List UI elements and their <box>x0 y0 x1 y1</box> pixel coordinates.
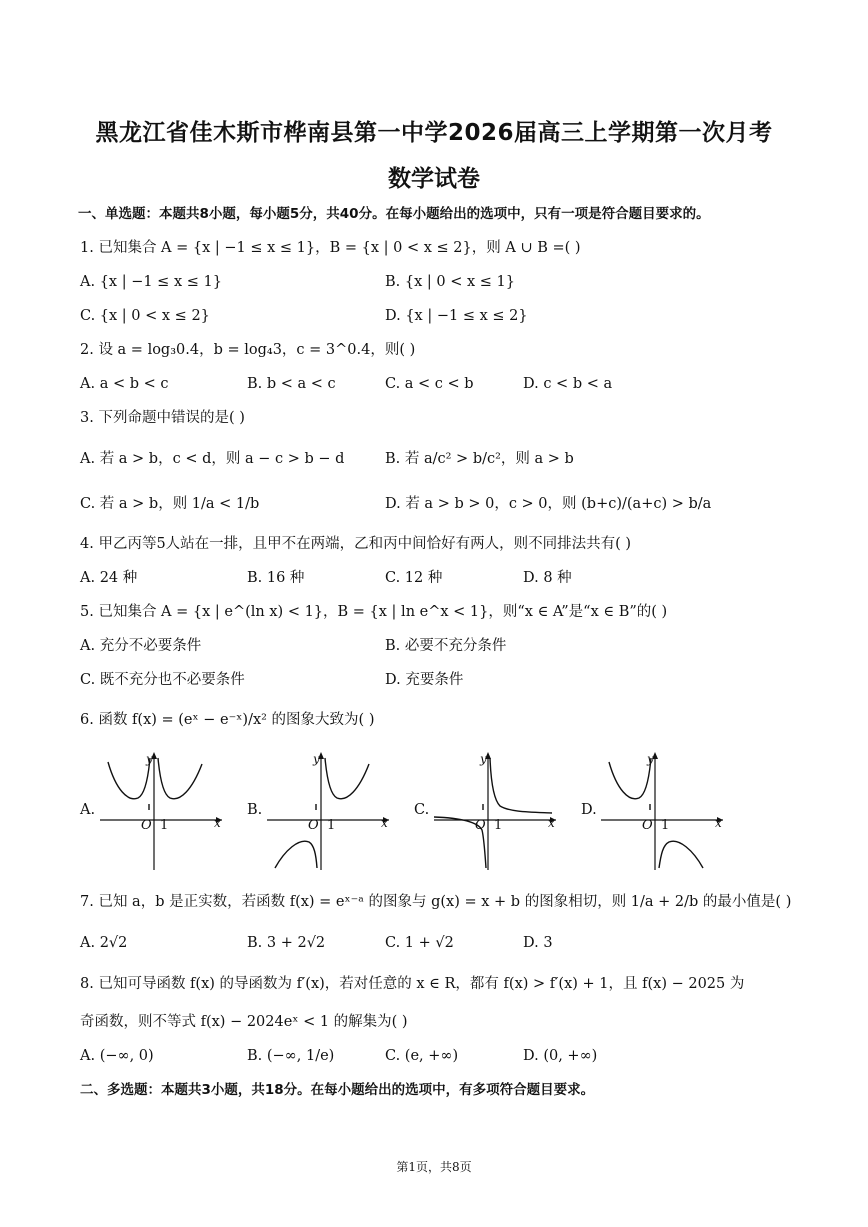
question-7-option-c: C. 1 + √2 <box>385 935 454 951</box>
page-footer: 第1页，共8页 <box>396 1160 472 1174</box>
question-8-option-d: D. (0, +∞) <box>523 1048 598 1064</box>
question-1-option-b: B. {x | 0 < x ≤ 1} <box>385 274 515 290</box>
question-2-option-b: B. b < a < c <box>247 376 336 392</box>
question-8-stem-line2: 奇函数，则不等式 f(x) − 2024eˣ < 1 的解集为( ) <box>80 1014 408 1030</box>
question-8-option-b: B. (−∞, 1/e) <box>247 1048 335 1064</box>
question-7-option-b: B. 3 + 2√2 <box>247 935 326 951</box>
question-4-option-a: A. 24 种 <box>80 570 138 586</box>
exam-subtitle: 数学试卷 <box>388 166 480 192</box>
graph-a-origin-label: O <box>141 818 152 833</box>
graph-a-tick-label: 1 <box>160 818 169 833</box>
graph-c-origin-label: O <box>475 818 486 833</box>
question-2-stem: 2. 设 a = log₃0.4，b = log₄3，c = 3^0.4，则( ) <box>80 342 416 358</box>
graph-b-tick-label: 1 <box>327 818 336 833</box>
question-7-option-d: D. 3 <box>523 935 553 951</box>
section-multiple-choice-header: 二、多选题：本题共3小题，共18分。在每小题给出的选项中，有多项符合题目要求。 <box>80 1082 595 1098</box>
question-7-option-a: A. 2√2 <box>80 935 128 951</box>
question-5-option-c: C. 既不充分也不必要条件 <box>80 672 245 688</box>
question-4-option-b: B. 16 种 <box>247 570 305 586</box>
question-3-stem: 3. 下列命题中错误的是( ) <box>80 410 245 426</box>
question-5-stem: 5. 已知集合 A = {x | e^(ln x) < 1}，B = {x | ln e^x < 1}，则“x ∈ A”是“x ∈ B”的( ) <box>80 604 668 620</box>
graph-a-x-label: x <box>214 816 221 830</box>
question-5-option-b: B. 必要不充分条件 <box>385 638 507 654</box>
graph-c-y-label: y <box>480 752 487 766</box>
question-3-option-c: C. 若 a > b，则 1/a < 1/b <box>80 496 260 512</box>
question-1-option-c: C. {x | 0 < x ≤ 2} <box>80 308 210 324</box>
question-6-option-c-label: C. <box>414 802 430 818</box>
graph-d-y-label: y <box>647 752 654 766</box>
section-single-choice-header: 一、单选题：本题共8小题，每小题5分，共40分。在每小题给出的选项中，只有一项是符合题目要求的。 <box>78 206 710 222</box>
question-6-graph-c <box>432 750 562 872</box>
question-3-option-d: D. 若 a > b > 0，c > 0，则 (b+c)/(a+c) > b/a <box>385 496 712 512</box>
graph-c-x-label: x <box>548 816 555 830</box>
question-4-stem: 4. 甲乙丙等5人站在一排，且甲不在两端，乙和丙中间恰好有两人，则不同排法共有( ) <box>80 536 632 552</box>
graph-c-tick-label: 1 <box>494 818 503 833</box>
question-7-stem: 7. 已知 a，b 是正实数，若函数 f(x) = eˣ⁻ᵃ 的图象与 g(x) = x + b 的图象相切，则 1/a + 2/b 的最小值是( ) <box>80 894 792 910</box>
question-3-option-a: A. 若 a > b，c < d，则 a − c > b − d <box>80 451 345 467</box>
question-6-option-a-label: A. <box>80 802 96 818</box>
question-6-graph-b <box>265 750 395 872</box>
question-5-option-a: A. 充分不必要条件 <box>80 638 202 654</box>
question-1-option-a: A. {x | −1 ≤ x ≤ 1} <box>80 274 222 290</box>
question-6-graph-d <box>599 750 729 872</box>
graph-b-origin-label: O <box>308 818 319 833</box>
exam-title: 黑龙江省佳木斯市桦南县第一中学2026届高三上学期第一次月考 <box>95 120 773 146</box>
question-3-option-b: B. 若 a/c² > b/c²，则 a > b <box>385 451 574 467</box>
question-5-option-d: D. 充要条件 <box>385 672 464 688</box>
question-6-option-d-label: D. <box>581 802 597 818</box>
question-6-graph-a <box>98 750 228 872</box>
graph-d-tick-label: 1 <box>661 818 670 833</box>
question-2-option-c: C. a < c < b <box>385 376 474 392</box>
graph-b-x-label: x <box>381 816 388 830</box>
question-2-option-d: D. c < b < a <box>523 376 613 392</box>
question-1-option-d: D. {x | −1 ≤ x ≤ 2} <box>385 308 528 324</box>
question-6-option-b-label: B. <box>247 802 263 818</box>
graph-d-x-label: x <box>715 816 722 830</box>
question-6-stem: 6. 函数 f(x) = (eˣ − e⁻ˣ)/x² 的图象大致为( ) <box>80 712 375 728</box>
question-1-stem: 1. 已知集合 A = {x | −1 ≤ x ≤ 1}，B = {x | 0 < x ≤ 2}，则 A ∪ B =( ) <box>80 240 581 256</box>
question-8-stem-line1: 8. 已知可导函数 f(x) 的导函数为 f′(x)，若对任意的 x ∈ R，都有 f(x) > f′(x) + 1，且 f(x) − 2025 为 <box>80 976 745 992</box>
question-8-option-a: A. (−∞, 0) <box>80 1048 154 1064</box>
question-4-option-d: D. 8 种 <box>523 570 572 586</box>
question-2-option-a: A. a < b < c <box>80 376 169 392</box>
graph-b-y-label: y <box>313 752 320 766</box>
question-4-option-c: C. 12 种 <box>385 570 443 586</box>
question-8-option-c: C. (e, +∞) <box>385 1048 459 1064</box>
graph-d-origin-label: O <box>642 818 653 833</box>
graph-a-y-label: y <box>146 752 153 766</box>
